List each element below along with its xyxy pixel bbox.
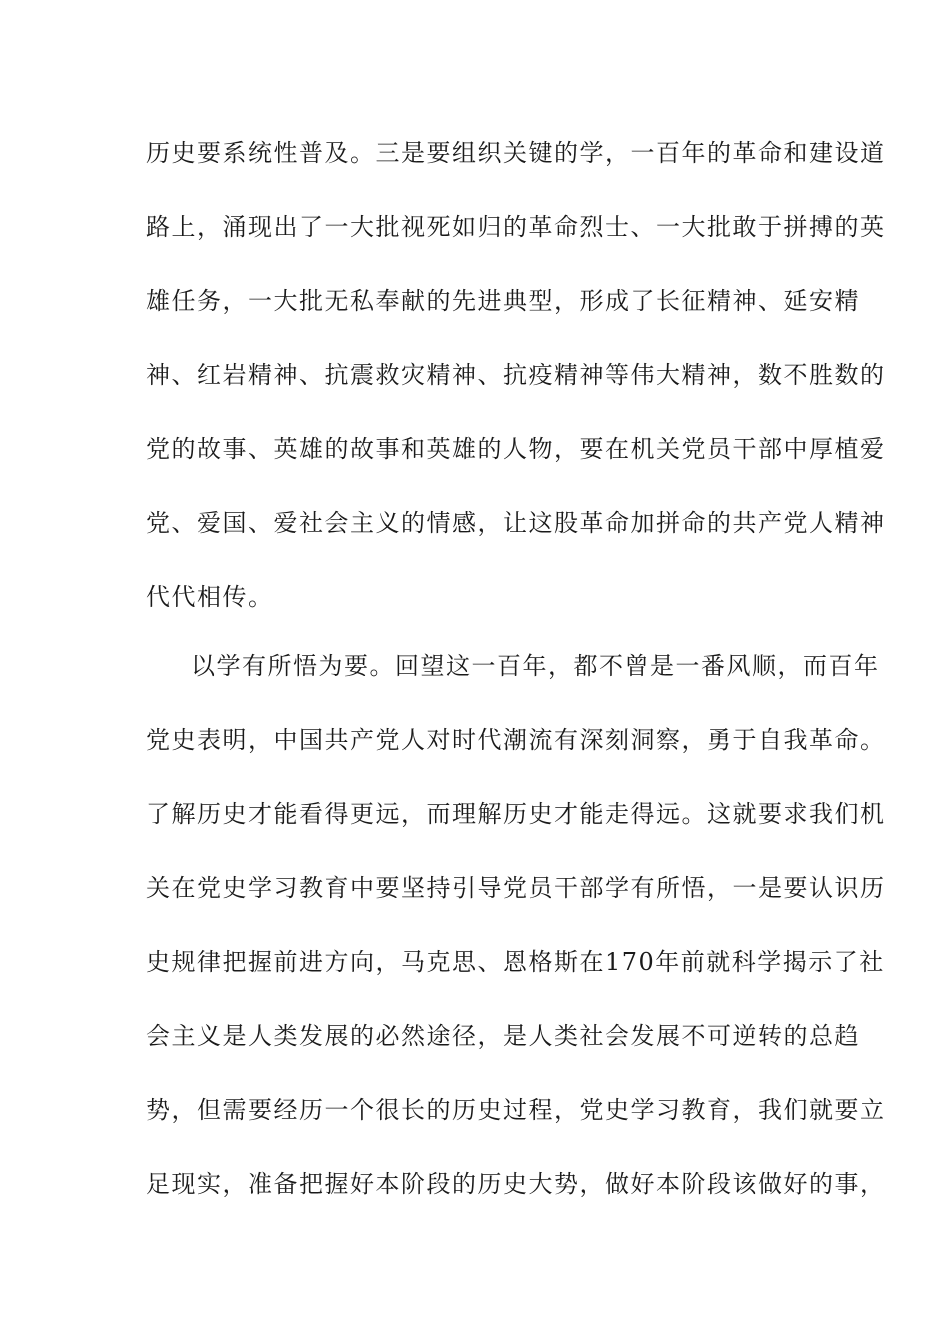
text-line: 雄任务，一大批无私奉献的先进典型，形成了长征精神、延安精 <box>146 287 860 315</box>
text-line: 会主义是人类发展的必然途径，是人类社会发展不可逆转的总趋 <box>146 1022 860 1050</box>
text-line: 党、爱国、爱社会主义的情感，让这股革命加拼命的共产党人精神 <box>146 509 886 537</box>
text-line: 神、红岩精神、抗震救灾精神、抗疫精神等伟大精神，数不胜数的 <box>146 361 886 389</box>
text-line: 关在党史学习教育中要坚持引导党员干部学有所悟，一是要认识历 <box>146 874 886 902</box>
text-line: 代代相传。 <box>146 583 274 611</box>
text-line: 历史要系统性普及。三是要组织关键的学，一百年的革命和建设道 <box>146 139 886 167</box>
text-line: 路上，涌现出了一大批视死如归的革命烈士、一大批敢于拼搏的英 <box>146 213 886 241</box>
text-line: 了解历史才能看得更远，而理解历史才能走得远。这就要求我们机 <box>146 800 886 828</box>
text-line: 史规律把握前进方向，马克思、恩格斯在170年前就科学揭示了社 <box>146 948 885 976</box>
text-line: 党史表明，中国共产党人对时代潮流有深刻洞察，勇于自我革命。 <box>146 726 886 754</box>
text-line: 足现实，准备把握好本阶段的历史大势，做好本阶段该做好的事， <box>146 1170 886 1198</box>
text-line: 党的故事、英雄的故事和英雄的人物，要在机关党员干部中厚植爱 <box>146 435 886 463</box>
text-line: 势，但需要经历一个很长的历史过程，党史学习教育，我们就要立 <box>146 1096 886 1124</box>
paragraph-first-line: 以学有所悟为要。回望这一百年，都不曾是一番风顺，而百年 <box>191 652 880 680</box>
